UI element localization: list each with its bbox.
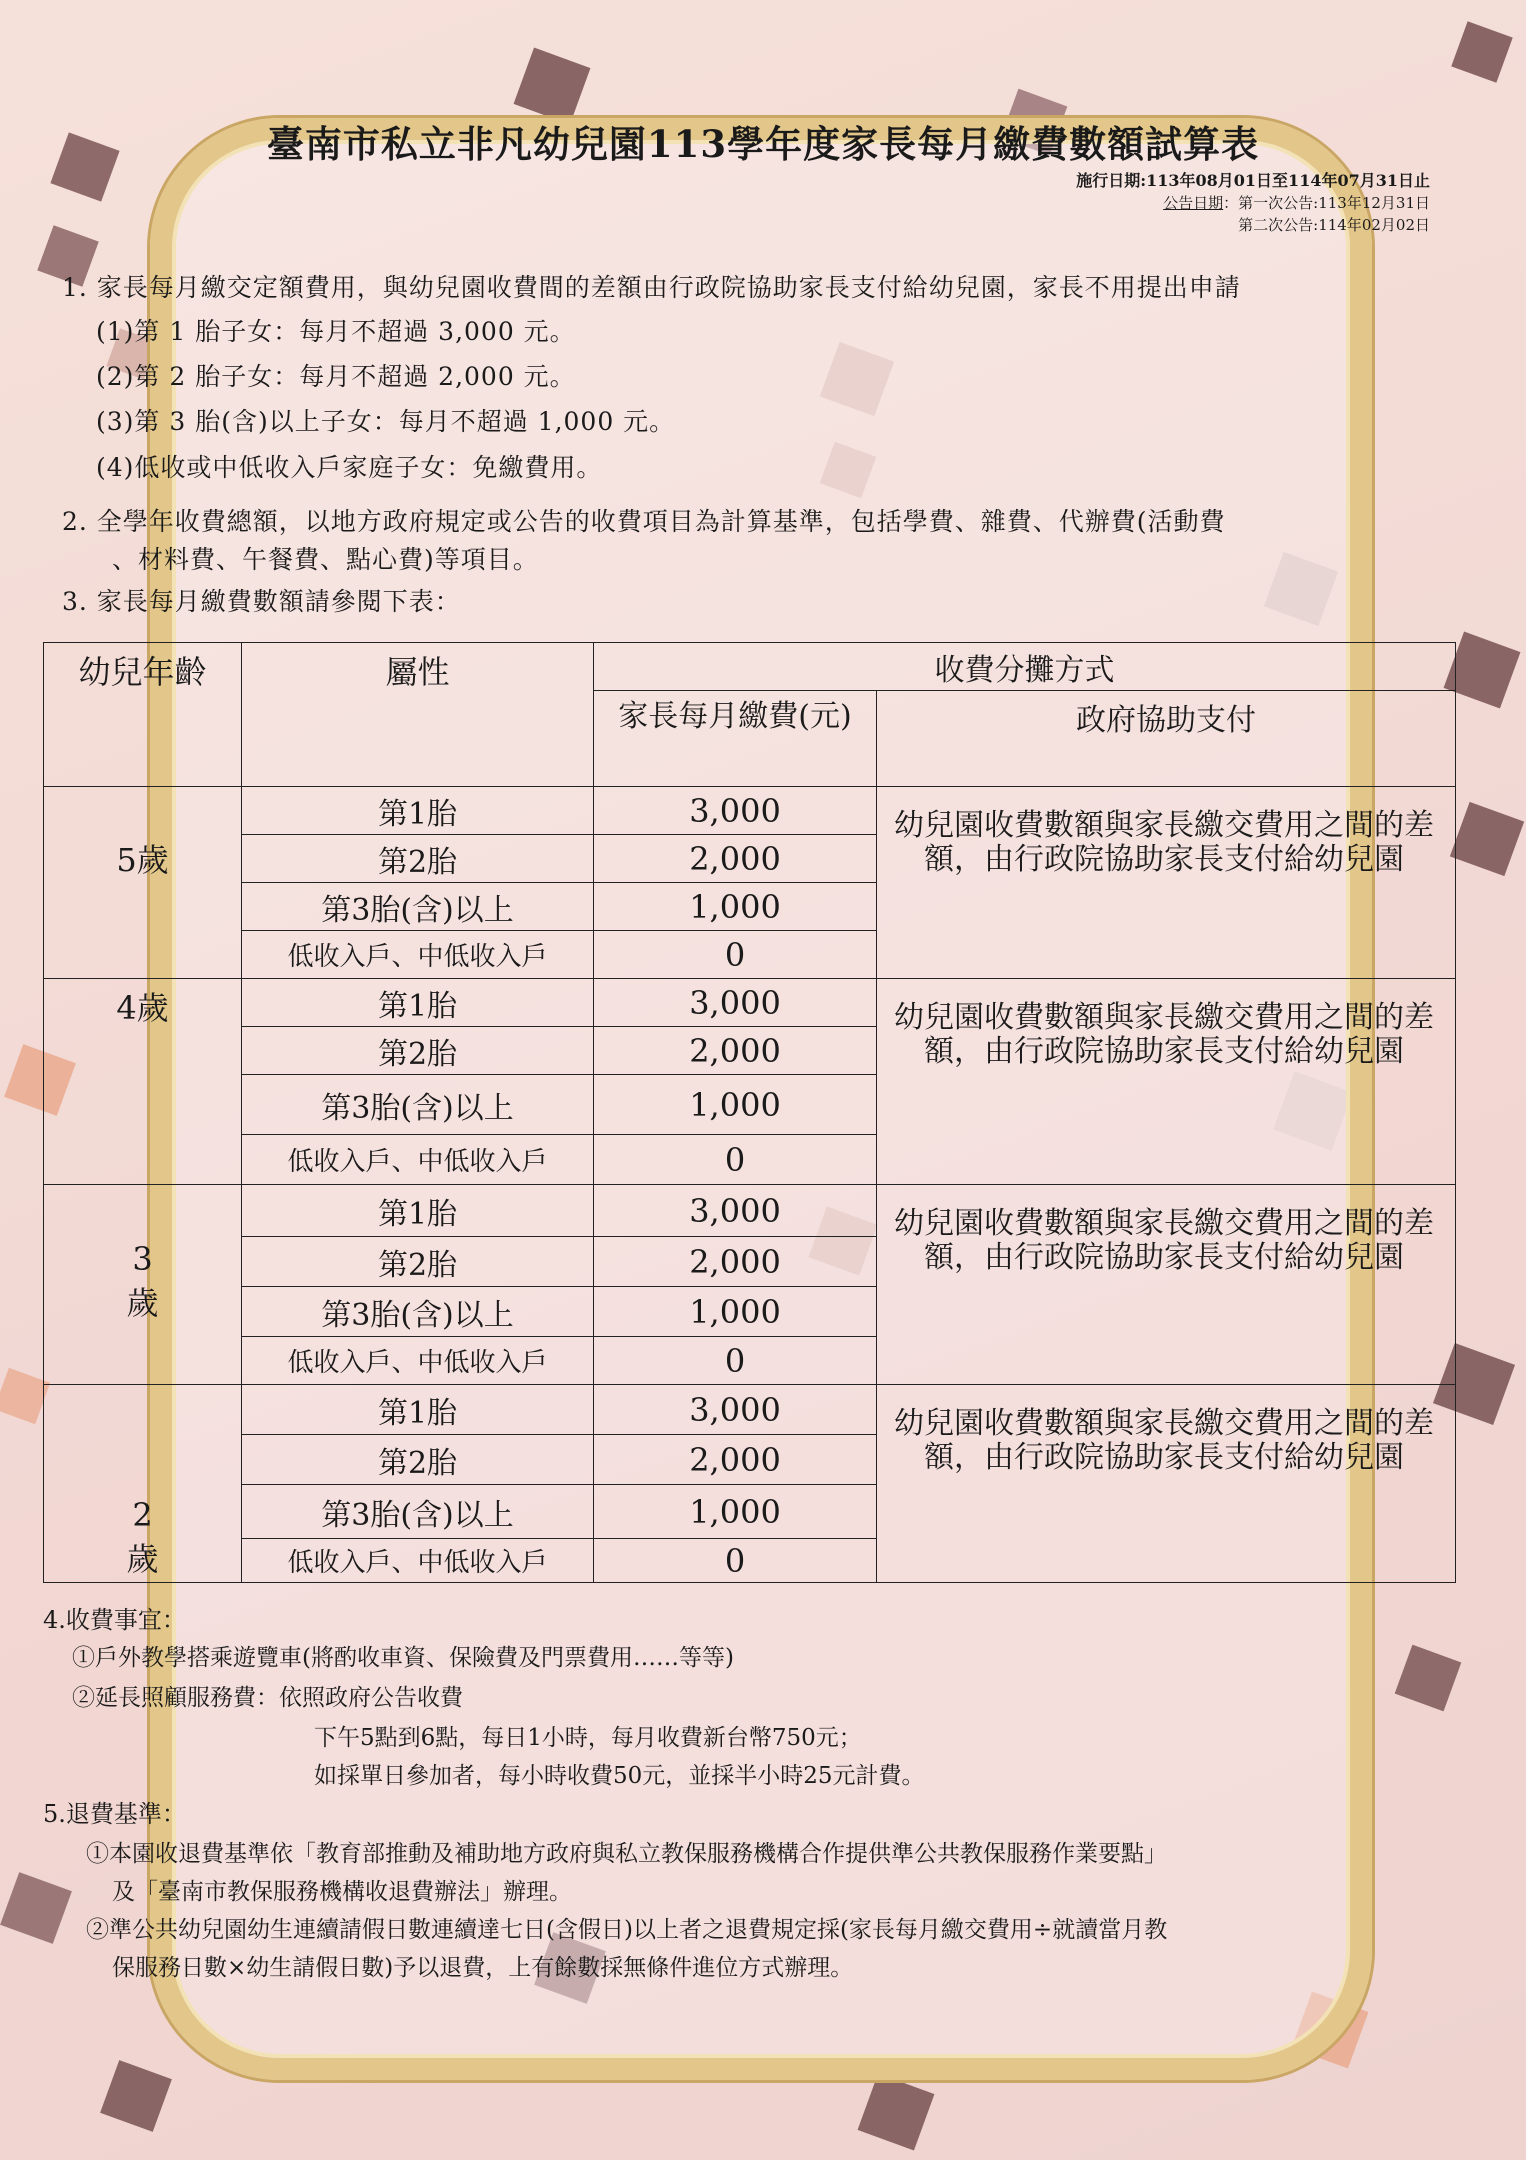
item-4-b-line-1: 下午5點到6點，每日1小時，每月收費新台幣750元； <box>314 1725 862 1751</box>
header-age: 幼兒年齡 <box>44 643 242 787</box>
age-cell: 5歲 <box>44 787 242 979</box>
age-cell: 4歲 <box>44 979 242 1185</box>
header-gov-pay: 政府協助支付 <box>877 691 1456 787</box>
age-label: 2歲 <box>126 1496 159 1578</box>
attr-cell: 第1胎 <box>242 979 594 1027</box>
fee-cell: 2,000 <box>594 1237 877 1287</box>
item-5-b-line-1: ②準公共幼兒園幼生連續請假日數連續達七日(含假日)以上者之退費規定採(家長每月繳交費用÷就讀當月教 <box>86 1917 1168 1943</box>
header-attribute: 屬性 <box>242 643 594 787</box>
item-4-b-line-2: 如採單日參加者，每小時收費50元，並採半小時25元計費。 <box>314 1763 925 1789</box>
effective-date: 施行日期:113年08月01日至114年07月31日止 <box>1076 171 1430 190</box>
item-1-sub-4: (4)低收或中低收入戶家庭子女：免繳費用。 <box>96 453 603 482</box>
attr-cell: 第3胎(含)以上 <box>242 1287 594 1337</box>
attr-cell: 第2胎 <box>242 835 594 883</box>
age-label: 3歲 <box>126 1240 159 1322</box>
decor-square <box>100 2060 172 2132</box>
item-1-sub-3: (3)第 3 胎(含)以上子女：每月不超過 1,000 元。 <box>96 407 676 436</box>
item-5-a-line-2: 及「臺南市教保服務機構收退費辦法」辦理。 <box>112 1879 572 1905</box>
item-1-sub-1: (1)第 1 胎子女：每月不超過 3,000 元。 <box>96 317 576 346</box>
item-5-a-line-1: ①本園收退費基準依「教育部推動及補助地方政府與私立教保服務機構合作提供準公共教保服務作業要點」 <box>86 1841 1167 1867</box>
fee-cell: 3,000 <box>594 1385 877 1435</box>
fee-cell: 1,000 <box>594 1485 877 1539</box>
attr-cell: 第1胎 <box>242 787 594 835</box>
gov-cell: 幼兒園收費數額與家長繳交費用之間的差額，由行政院協助家長支付給幼兒園 <box>877 787 1456 979</box>
fee-cell: 2,000 <box>594 1435 877 1485</box>
decor-square <box>0 1872 72 1944</box>
attr-cell: 第2胎 <box>242 1027 594 1075</box>
item-1-sub-2: (2)第 2 胎子女：每月不超過 2,000 元。 <box>96 362 576 391</box>
item-1: 1. 家長每月繳交定額費用，與幼兒園收費間的差額由行政院協助家長支付給幼兒園，家長不用提出申請 <box>62 273 1241 302</box>
attr-cell: 第2胎 <box>242 1237 594 1287</box>
item-2-line-2: 、材料費、午餐費、點心費)等項目。 <box>112 545 539 574</box>
gov-cell: 幼兒園收費數額與家長繳交費用之間的差額，由行政院協助家長支付給幼兒園 <box>877 1185 1456 1385</box>
attr-cell: 第1胎 <box>242 1185 594 1237</box>
fee-cell: 3,000 <box>594 979 877 1027</box>
age-cell <box>44 1185 242 1385</box>
fee-cell: 1,000 <box>594 1075 877 1135</box>
decor-square <box>1451 21 1513 83</box>
item-2-line-1: 2. 全學年收費總額，以地方政府規定或公告的收費項目為計算基準，包括學費、雜費、代辦費(活動費 <box>62 507 1226 536</box>
attr-cell: 低收入戶、中低收入戶 <box>242 931 594 979</box>
attr-cell: 第2胎 <box>242 1435 594 1485</box>
fee-cell: 1,000 <box>594 883 877 931</box>
item-4-b: ②延長照顧服務費：依照政府公告收費 <box>72 1685 463 1711</box>
decor-square <box>858 2074 935 2151</box>
item-5-b-line-2: 保服務日數×幼生請假日數)予以退費，上有餘數採無條件進位方式辦理。 <box>112 1955 854 1981</box>
fee-cell: 3,000 <box>594 1185 877 1237</box>
fee-cell: 2,000 <box>594 835 877 883</box>
attr-cell: 低收入戶、中低收入戶 <box>242 1539 594 1583</box>
fee-cell: 3,000 <box>594 787 877 835</box>
decor-square <box>1395 1645 1462 1712</box>
fee-cell: 2,000 <box>594 1027 877 1075</box>
gov-cell: 幼兒園收費數額與家長繳交費用之間的差額，由行政院協助家長支付給幼兒園 <box>877 979 1456 1185</box>
decor-square <box>514 48 591 125</box>
item-4-a: ①戶外教學搭乘遊覽車(將酌收車資、保險費及門票費用……等等) <box>72 1645 734 1671</box>
fee-cell: 1,000 <box>594 1287 877 1337</box>
decor-square <box>1450 802 1524 876</box>
second-announcement: 第二次公告:114年02月02日 <box>1238 216 1430 234</box>
attr-cell: 第3胎(含)以上 <box>242 1075 594 1135</box>
header-parent-fee: 家長每月繳費(元) <box>594 691 877 787</box>
item-3: 3. 家長每月繳費數額請參閱下表： <box>62 587 461 616</box>
attr-cell: 第1胎 <box>242 1385 594 1435</box>
header-fee-split: 收費分攤方式 <box>594 643 1456 691</box>
attr-cell: 低收入戶、中低收入戶 <box>242 1337 594 1385</box>
fee-cell: 0 <box>594 1539 877 1583</box>
gov-cell: 幼兒園收費數額與家長繳交費用之間的差額，由行政院協助家長支付給幼兒園 <box>877 1385 1456 1583</box>
item-4-heading: 4.收費事宜： <box>43 1606 186 1634</box>
fee-cell: 0 <box>594 1337 877 1385</box>
attr-cell: 低收入戶、中低收入戶 <box>242 1135 594 1185</box>
attr-cell: 第3胎(含)以上 <box>242 1485 594 1539</box>
attr-cell: 第3胎(含)以上 <box>242 883 594 931</box>
first-announcement-date: ：第一次公告:113年12月31日 <box>1223 194 1430 212</box>
fee-cell: 0 <box>594 931 877 979</box>
age-cell <box>44 1385 242 1583</box>
page-title: 臺南市私立非凡幼兒園113學年度家長每月繳費數額試算表 <box>266 122 1260 166</box>
first-announcement <box>1076 192 1430 214</box>
fee-cell: 0 <box>594 1135 877 1185</box>
date-info <box>1076 170 1430 236</box>
item-5-heading: 5.退費基準： <box>43 1800 186 1828</box>
fee-table <box>43 642 1456 1583</box>
announcement-label: 公告日期 <box>1163 194 1224 212</box>
